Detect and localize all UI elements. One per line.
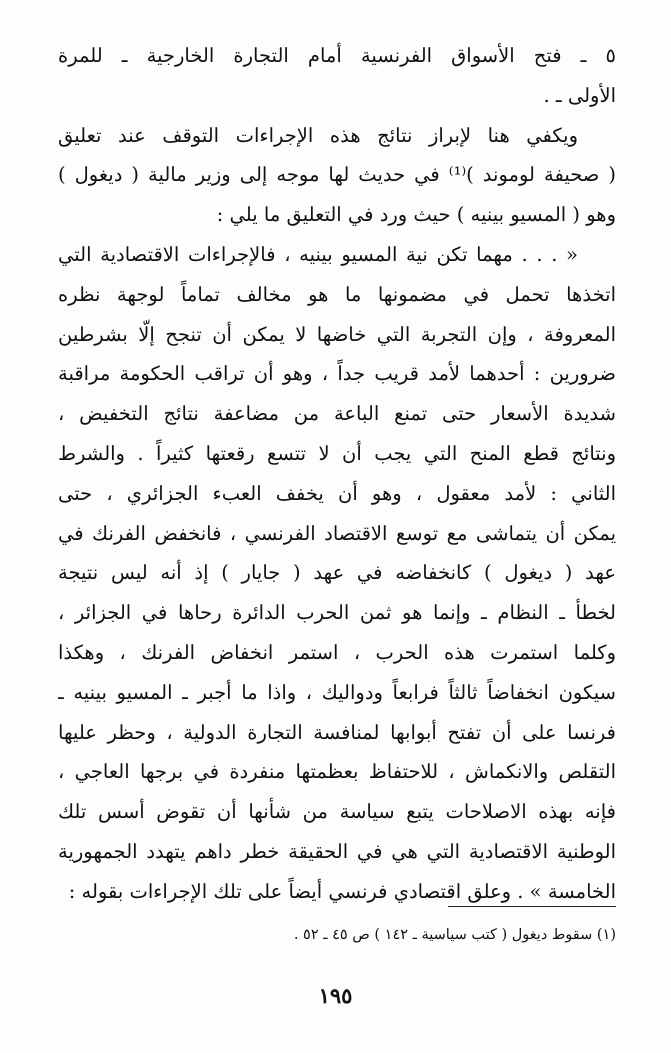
footnote: (١) سقوط ديغول ( كتب سياسية ـ ١٤٢ ) ص ٤٥ ـ ٥٢ . xyxy=(293,927,616,943)
body-text xyxy=(58,36,616,912)
quote-line: المعروفة ، وإن التجربة التي خاضها لا يمكن أن تنجح إلّا بشرطين xyxy=(58,322,616,346)
quote-line: التقلص والانكماش ، للاحتفاظ بعظمتها منفردة في برجها العاجي ، xyxy=(58,760,616,784)
quote-line: يمكن أن يتماشى مع توسع الاقتصاد الفرنسي ، فانخفض الفرنك في xyxy=(58,521,616,545)
quote-line: شديدة الأسعار حتى تمنع الباعة من مضاعفة نتائج التخفيض ، xyxy=(58,402,616,426)
text-line: الأولى ـ . xyxy=(543,83,616,107)
quote-line: سيكون انخفاضاً ثالثاً فرابعاً ودواليك ، واذا ما أجبر ـ المسيو بينيه ـ xyxy=(58,680,616,704)
text-line: وهو ( المسيو بينيه ) حيث ورد في التعليق ما يلي : xyxy=(216,203,616,227)
quote-line: فرنسا على أن تفتح أبوابها لمنافسة التجارة الدولية ، وحظر عليها xyxy=(58,720,616,744)
quote-line: اتخذها تحمل في مضمونها ما هو مخالف تماماً لوجهة نظره xyxy=(58,282,616,306)
quote-line: الثاني : لأمد معقول ، وهو أن يخفف العبء الجزائري ، حتى xyxy=(58,481,616,505)
quote-line: لخطأ ـ النظام ـ وإنما هو ثمن الحرب الدائرة رحاها في الجزائر ، xyxy=(58,601,616,625)
quote-line: وكلما استمرت هذه الحرب ، استمر انخفاض الفرنك ، وهكذا xyxy=(58,640,616,664)
page-number: ١٩٥ xyxy=(318,983,353,1008)
text-line: ويكفي هنا لإبراز نتائج هذه الإجراءات التوقف عند تعليق xyxy=(58,123,578,147)
quote-line: فإنه بهذه الاصلاحات يتبع سياسة من شأنها أن تقوض أسس تلك xyxy=(58,800,616,824)
quote-line: ونتائج قطع المنح التي يجب أن لا تتسع رقعتها كثيراً . والشرط xyxy=(58,441,616,465)
footnote-divider xyxy=(448,906,616,907)
quote-line: عهد ( ديغول ) كانخفاضه في عهد ( جايار ) إذ أنه ليس نتيجة xyxy=(58,561,616,585)
quote-line: الخامسة » . وعلق اقتصادي فرنسي أيضاً على تلك الإجراءات بقوله : xyxy=(68,879,616,903)
text-line: ٥ ـ فتح الأسواق الفرنسية أمام التجارة الخارجية ـ للمرة xyxy=(58,44,616,67)
quote-line: الوطنية الاقتصادية التي هي في الحقيقة خطر داهم يتهدد الجمهورية xyxy=(58,839,616,863)
quote-line: ضرورين : أحدهما لأمد قريب جداً ، وهو أن تراقب الحكومة مراقبة xyxy=(58,362,616,386)
quote-line: « . . . مهما تكن نية المسيو بينيه ، فالإجراءات الاقتصادية التي xyxy=(58,242,578,266)
text-line: ( صحيفة لوموند )⁽¹⁾ في حديث لها موجه إلى وزير مالية ( ديغول ) xyxy=(58,163,616,187)
